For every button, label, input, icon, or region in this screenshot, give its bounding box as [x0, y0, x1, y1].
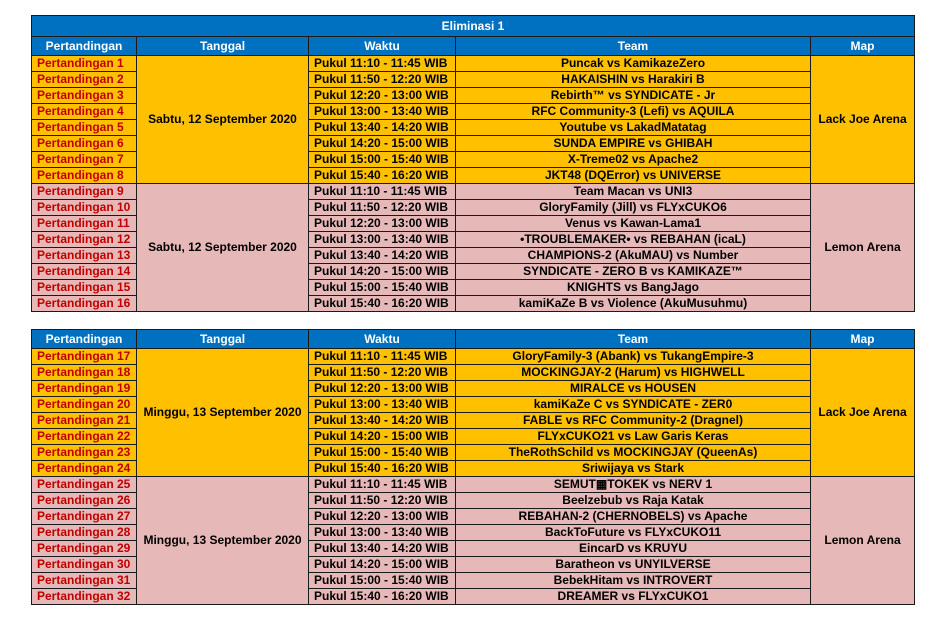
team-cell: JKT48 (DQError) vs UNIVERSE	[456, 168, 811, 184]
time-cell: Pukul 12:20 - 13:00 WIB	[309, 381, 456, 397]
team-cell: •TROUBLEMAKER• vs REBAHAN (icaL)	[456, 232, 811, 248]
map-cell: Lack Joe Arena	[811, 349, 915, 477]
team-cell: CHAMPIONS-2 (AkuMAU) vs Number	[456, 248, 811, 264]
time-cell: Pukul 15:40 - 16:20 WIB	[309, 296, 456, 312]
match-cell: Pertandingan 19	[32, 381, 137, 397]
map-cell: Lemon Arena	[811, 477, 915, 605]
match-cell: Pertandingan 21	[32, 413, 137, 429]
time-cell: Pukul 11:50 - 12:20 WIB	[309, 493, 456, 509]
team-cell: SEMUT▦TOKEK vs NERV 1	[456, 477, 811, 493]
team-cell: KNIGHTS vs BangJago	[456, 280, 811, 296]
header-tanggal: Tanggal	[137, 37, 309, 56]
match-cell: Pertandingan 26	[32, 493, 137, 509]
map-cell: Lemon Arena	[811, 184, 915, 312]
team-cell: RFC Community-3 (Lefi) vs AQUILA	[456, 104, 811, 120]
match-cell: Pertandingan 11	[32, 216, 137, 232]
team-cell: BebekHitam vs INTROVERT	[456, 573, 811, 589]
team-cell: HAKAISHIN vs Harakiri B	[456, 72, 811, 88]
table-title: Eliminasi 1	[32, 16, 915, 37]
time-cell: Pukul 13:40 - 14:20 WIB	[309, 120, 456, 136]
time-cell: Pukul 14:20 - 15:00 WIB	[309, 136, 456, 152]
match-cell: Pertandingan 25	[32, 477, 137, 493]
time-cell: Pukul 13:00 - 13:40 WIB	[309, 104, 456, 120]
header-map: Map	[811, 330, 915, 349]
team-cell: GloryFamily-3 (Abank) vs TukangEmpire-3	[456, 349, 811, 365]
match-cell: Pertandingan 7	[32, 152, 137, 168]
schedule-table-2	[31, 329, 915, 605]
map-cell: Lack Joe Arena	[811, 56, 915, 184]
match-cell: Pertandingan 22	[32, 429, 137, 445]
team-cell: Beelzebub vs Raja Katak	[456, 493, 811, 509]
time-cell: Pukul 11:10 - 11:45 WIB	[309, 56, 456, 72]
match-cell: Pertandingan 1	[32, 56, 137, 72]
team-cell: Sriwijaya vs Stark	[456, 461, 811, 477]
time-cell: Pukul 14:20 - 15:00 WIB	[309, 557, 456, 573]
team-cell: MIRALCE vs HOUSEN	[456, 381, 811, 397]
match-cell: Pertandingan 4	[32, 104, 137, 120]
team-cell: MOCKINGJAY-2 (Harum) vs HIGHWELL	[456, 365, 811, 381]
match-cell: Pertandingan 32	[32, 589, 137, 605]
match-cell: Pertandingan 18	[32, 365, 137, 381]
header-waktu: Waktu	[309, 330, 456, 349]
match-cell: Pertandingan 27	[32, 509, 137, 525]
table-row	[32, 349, 915, 365]
match-cell: Pertandingan 5	[32, 120, 137, 136]
time-cell: Pukul 11:50 - 12:20 WIB	[309, 200, 456, 216]
time-cell: Pukul 11:10 - 11:45 WIB	[309, 477, 456, 493]
team-cell: Youtube vs LakadMatatag	[456, 120, 811, 136]
time-cell: Pukul 11:50 - 12:20 WIB	[309, 72, 456, 88]
table-row	[32, 477, 915, 493]
time-cell: Pukul 13:00 - 13:40 WIB	[309, 397, 456, 413]
time-cell: Pukul 11:10 - 11:45 WIB	[309, 184, 456, 200]
match-cell: Pertandingan 29	[32, 541, 137, 557]
team-cell: kamiKaZe C vs SYNDICATE - ZER0	[456, 397, 811, 413]
match-cell: Pertandingan 31	[32, 573, 137, 589]
header-tanggal: Tanggal	[137, 330, 309, 349]
time-cell: Pukul 13:40 - 14:20 WIB	[309, 248, 456, 264]
time-cell: Pukul 13:00 - 13:40 WIB	[309, 525, 456, 541]
match-cell: Pertandingan 16	[32, 296, 137, 312]
team-cell: Rebirth™ vs SYNDICATE - Jr	[456, 88, 811, 104]
time-cell: Pukul 11:10 - 11:45 WIB	[309, 349, 456, 365]
match-cell: Pertandingan 6	[32, 136, 137, 152]
team-cell: Team Macan vs UNI3	[456, 184, 811, 200]
time-cell: Pukul 12:20 - 13:00 WIB	[309, 509, 456, 525]
header-waktu: Waktu	[309, 37, 456, 56]
header-team: Team	[456, 37, 811, 56]
team-cell: DREAMER vs FLYxCUKO1	[456, 589, 811, 605]
table-body	[32, 56, 915, 312]
header-pertandingan: Pertandingan	[32, 330, 137, 349]
time-cell: Pukul 15:40 - 16:20 WIB	[309, 461, 456, 477]
team-cell: REBAHAN-2 (CHERNOBELS) vs Apache	[456, 509, 811, 525]
match-cell: Pertandingan 8	[32, 168, 137, 184]
date-cell: Sabtu, 12 September 2020	[137, 184, 309, 312]
team-cell: GloryFamily (Jill) vs FLYxCUKO6	[456, 200, 811, 216]
time-cell: Pukul 15:40 - 16:20 WIB	[309, 589, 456, 605]
time-cell: Pukul 12:20 - 13:00 WIB	[309, 216, 456, 232]
match-cell: Pertandingan 10	[32, 200, 137, 216]
match-cell: Pertandingan 13	[32, 248, 137, 264]
time-cell: Pukul 15:00 - 15:40 WIB	[309, 573, 456, 589]
match-cell: Pertandingan 24	[32, 461, 137, 477]
time-cell: Pukul 12:20 - 13:00 WIB	[309, 88, 456, 104]
time-cell: Pukul 13:00 - 13:40 WIB	[309, 232, 456, 248]
match-cell: Pertandingan 30	[32, 557, 137, 573]
team-cell: EincarD vs KRUYU	[456, 541, 811, 557]
match-cell: Pertandingan 28	[32, 525, 137, 541]
match-cell: Pertandingan 12	[32, 232, 137, 248]
table-row	[32, 56, 915, 72]
team-cell: BackToFuture vs FLYxCUKO11	[456, 525, 811, 541]
time-cell: Pukul 15:00 - 15:40 WIB	[309, 280, 456, 296]
match-cell: Pertandingan 23	[32, 445, 137, 461]
header-map: Map	[811, 37, 915, 56]
header-pertandingan: Pertandingan	[32, 37, 137, 56]
header-team: Team	[456, 330, 811, 349]
team-cell: Baratheon vs UNYILVERSE	[456, 557, 811, 573]
table-body	[32, 349, 915, 605]
team-cell: FABLE vs RFC Community-2 (Dragnel)	[456, 413, 811, 429]
date-cell: Minggu, 13 September 2020	[137, 349, 309, 477]
team-cell: Venus vs Kawan-Lama1	[456, 216, 811, 232]
table-row	[32, 184, 915, 200]
time-cell: Pukul 13:40 - 14:20 WIB	[309, 541, 456, 557]
time-cell: Pukul 15:00 - 15:40 WIB	[309, 152, 456, 168]
time-cell: Pukul 13:40 - 14:20 WIB	[309, 413, 456, 429]
date-cell: Minggu, 13 September 2020	[137, 477, 309, 605]
time-cell: Pukul 14:20 - 15:00 WIB	[309, 264, 456, 280]
team-cell: SUNDA EMPIRE vs GHIBAH	[456, 136, 811, 152]
match-cell: Pertandingan 17	[32, 349, 137, 365]
team-cell: Puncak vs KamikazeZero	[456, 56, 811, 72]
match-cell: Pertandingan 9	[32, 184, 137, 200]
match-cell: Pertandingan 3	[32, 88, 137, 104]
team-cell: FLYxCUKO21 vs Law Garis Keras	[456, 429, 811, 445]
team-cell: SYNDICATE - ZERO B vs KAMIKAZE™	[456, 264, 811, 280]
time-cell: Pukul 15:40 - 16:20 WIB	[309, 168, 456, 184]
match-cell: Pertandingan 15	[32, 280, 137, 296]
match-cell: Pertandingan 2	[32, 72, 137, 88]
time-cell: Pukul 15:00 - 15:40 WIB	[309, 445, 456, 461]
team-cell: TheRothSchild vs MOCKINGJAY (QueenAs)	[456, 445, 811, 461]
team-cell: X-Treme02 vs Apache2	[456, 152, 811, 168]
match-cell: Pertandingan 20	[32, 397, 137, 413]
time-cell: Pukul 14:20 - 15:00 WIB	[309, 429, 456, 445]
time-cell: Pukul 11:50 - 12:20 WIB	[309, 365, 456, 381]
team-cell: kamiKaZe B vs Violence (AkuMusuhmu)	[456, 296, 811, 312]
match-cell: Pertandingan 14	[32, 264, 137, 280]
schedule-table-eliminasi-1	[31, 15, 915, 312]
date-cell: Sabtu, 12 September 2020	[137, 56, 309, 184]
